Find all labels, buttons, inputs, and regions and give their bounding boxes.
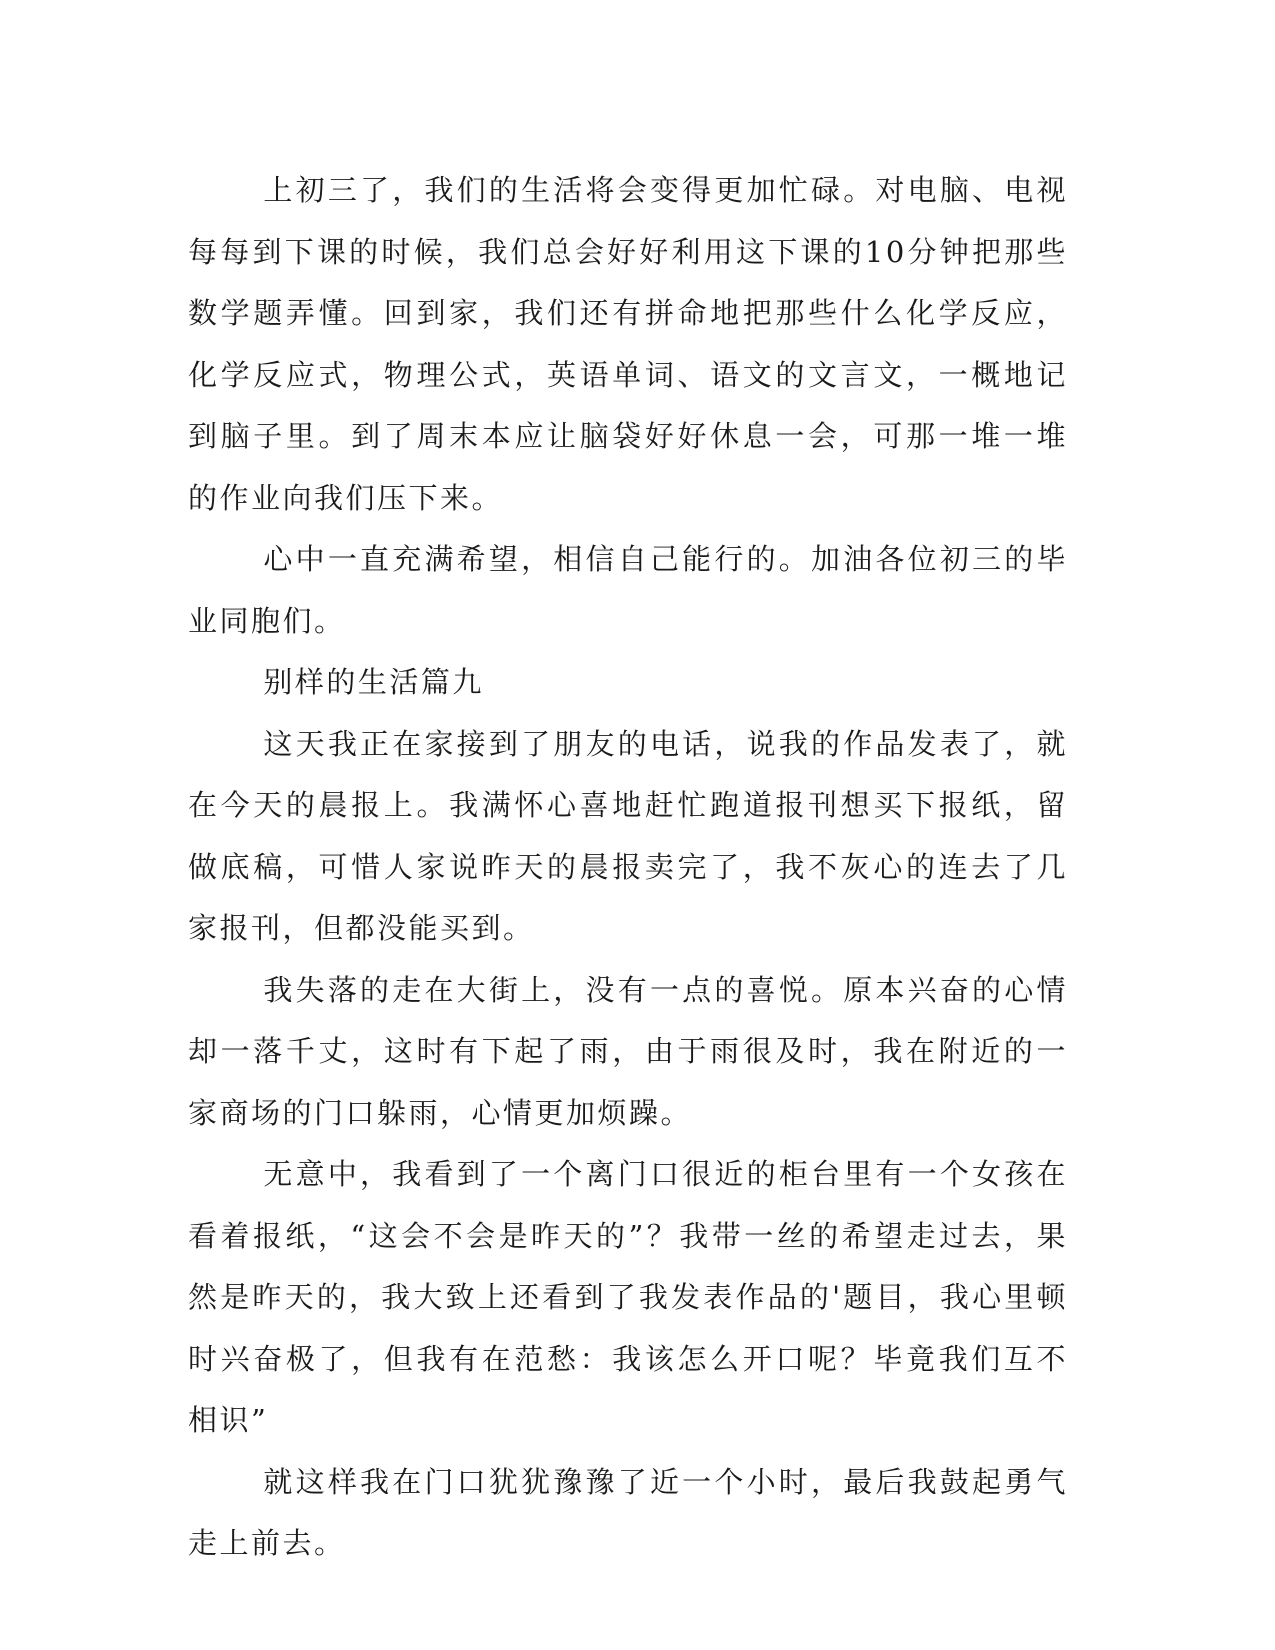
paragraph-5: 无意中，我看到了一个离门口很近的柜台里有一个女孩在看着报纸，“这会不会是昨天的”？我带一丝的希望走过去，果然是昨天的，我大致上还看到了我发表作品的'题目，我心里顿时兴奋极了，但我有在范愁：我该怎么开口呢？毕竟我们互不相识” — [188, 1157, 1068, 1437]
section-heading: 别样的生活篇九 — [263, 665, 484, 699]
paragraph-3: 这天我正在家接到了朋友的电话，说我的作品发表了，就在今天的晨报上。我满怀心喜地赶忙跑道报刊想买下报纸，留做底稿，可惜人家说昨天的晨报卖完了，我不灰心的连去了几家报刊，但都没能买到。 — [188, 726, 1068, 945]
paragraph-1: 上初三了，我们的生活将会变得更加忙碌。对电脑、电视每每到下课的时候，我们总会好好利用这下课的10分钟把那些数学题弄懂。回到家，我们还有拼命地把那些什么化学反应，化学反应式，物理公式，英语单词、语文的文言文，一概地记到脑子里。到了周末本应让脑袋好好休息一会，可那一堆一堆的作业向我们压下来。 — [188, 173, 1068, 515]
body-text — [188, 160, 1068, 1575]
paragraph-6: 就这样我在门口犹犹豫豫了近一个小时，最后我鼓起勇气走上前去。 — [188, 1464, 1068, 1560]
paragraph-2: 心中一直充满希望，相信自己能行的。加油各位初三的毕业同胞们。 — [188, 542, 1068, 638]
paragraph-4: 我失落的走在大街上，没有一点的喜悦。原本兴奋的心情却一落千丈，这时有下起了雨，由于雨很及时，我在附近的一家商场的门口躲雨，心情更加烦躁。 — [188, 972, 1068, 1130]
